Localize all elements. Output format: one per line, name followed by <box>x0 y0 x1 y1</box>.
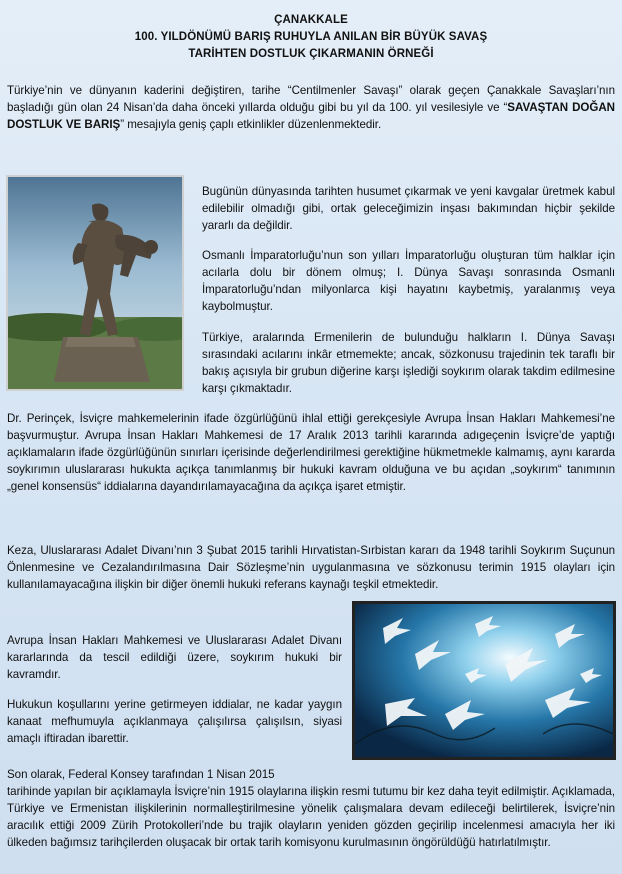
paragraph-4: Dr. Perinçek, İsviçre mahkemelerinin ifade özgürlüğünü ihlal ettiği gerekçesiyle Avrupa İnsan Hakları Mahkemesi’ne başvurmuştur. Avrupa İnsan Hakları Mahkemesi de 17 Aralık 2013 tarihli kararında adıgeçenin İsviçre’de yaptığı açıklamaların ifade özgürlüğünün sınırları içerisinde değerlendirilmesi gerektiğine hükmetmekle kalmamış, aynı kararda soykırımın uluslararası hukukta açıkça tanımlanmış bir hukuki kavram olduğuna ve bu açıdan „soykırım“ tanımının „genel konsensüs“ iddialarına dayandırılamayacağına da açıkça işaret etmiştir. <box>7 412 615 493</box>
paragraph-1: Bugünün dünyasında tarihten husumet çıkarmak ve yeni kavgalar üretmek kabul edilebilir olmadığı gibi, ortak geleceğimizin inşası bakımından hiçbir şekilde yararlı da değildir. <box>202 185 615 232</box>
intro-text-1: Türkiye’nin ve dünyanın kaderini değiştiren, tarihe “Centilmenler Savaşı” olarak geçen Çanakkale Savaşları’nın başladığı gün olan 24 Nisan’da daha önceki yıllarda olduğu gibi bu yıl da 100. yıl vesilesiyle ve “ <box>7 84 615 114</box>
paragraph-5: Keza, Uluslararası Adalet Divanı’nın 3 Şubat 2015 tarihli Hırvatistan-Sırbistan kararı da 1948 tarihli Soykırım Suçunun Önlenmesine ve Cezalandırılmasına Dair Sözleşme’nin uygulanmasına ve sözkonusu terimin 1915 olayları için kullanılamayacağına ilişkin bir diğer önemli hukuki referans kaynağı teşkil etmektedir. <box>7 544 615 591</box>
title-line-3: TARİHTEN DOSTLUK ÇIKARMANIN ÖRNEĞİ <box>188 48 434 60</box>
page-title <box>0 12 622 63</box>
intro-text-2: ” mesajıyla geniş çaplı etkinlikler düzenlenmektedir. <box>120 118 382 131</box>
soldier-statue-image <box>8 177 182 389</box>
paragraph-8-body: tarihinde yapılan bir açıklamayla İsviçre’nin 1915 olaylarına ilişkin resmi tutumu bir kez daha teyit edilmiştir. Açıklamada, Türkiye ve Ermenistan ilişkilerinin normalleştirilmesine yönelik çalışmalara devam edileceği belirtilerek, İsviçre’nin aracılık ettiği 2009 Zürih Protokolleri’nde bu trajik olayların yeniden gözden geçirilip incelenmesi amacıyla her iki ülkeden bağımsız tarihçilerden oluşacak bir ortak tarih komisyonu kurulmasının öngörüldüğü hatırlatılmıştır. <box>7 785 615 849</box>
paragraph-3: Türkiye, aralarında Ermenilerin de bulunduğu halkların I. Dünya Savaşı sırasındaki acılarını inkâr etmemekte; ancak, sözkonusu trajedinin tek taraflı bir bakış açısıyla bir grubun diğerine karşı işlediği soykırım olarak takdim edilmesine karşı çıkmaktadır. <box>202 331 615 395</box>
intro-bold-slogan: SAVAŞTAN DOĞAN DOSTLUK VE BARIŞ <box>7 101 615 131</box>
paragraph-2: Osmanlı İmparatorluğu’nun son yılları İmparatorluğu oluşturan tüm halklar için acılarla dolu bir dönem olmuş; I. Dünya Savaşı sonrasında Osmanlı İmparatorluğu’ndan milyonlarca kişi hayatını kaybetmiş, yaralanmış veya kaybolmuştur. <box>202 249 615 313</box>
title-line-1: ÇANAKKALE <box>274 14 348 26</box>
paragraph-8-lead: Son olarak, Federal Konsey tarafından 1 Nisan 2015 <box>7 768 275 781</box>
paragraph-7: Hukukun koşullarını yerine getirmeyen iddialar, ne kadar yaygın kanaat mefhumuyla açıklanmaya çalışılırsa çalışılsın, siyasi amaçlı iftiradan ibarettir. <box>7 698 342 745</box>
intro-paragraph <box>7 82 615 133</box>
statue-photo <box>6 175 184 391</box>
paragraph-6: Avrupa İnsan Hakları Mahkemesi ve Uluslararası Adalet Divanı kararlarında da tescil edildiği üzere, soykırım hukuki bir kavramdır. <box>7 634 342 681</box>
doves-image <box>355 604 613 757</box>
title-line-2: 100. YILDÖNÜMÜ BARIŞ RUHUYLA ANILAN BİR BÜYÜK SAVAŞ <box>134 31 488 43</box>
doves-photo <box>352 601 616 760</box>
